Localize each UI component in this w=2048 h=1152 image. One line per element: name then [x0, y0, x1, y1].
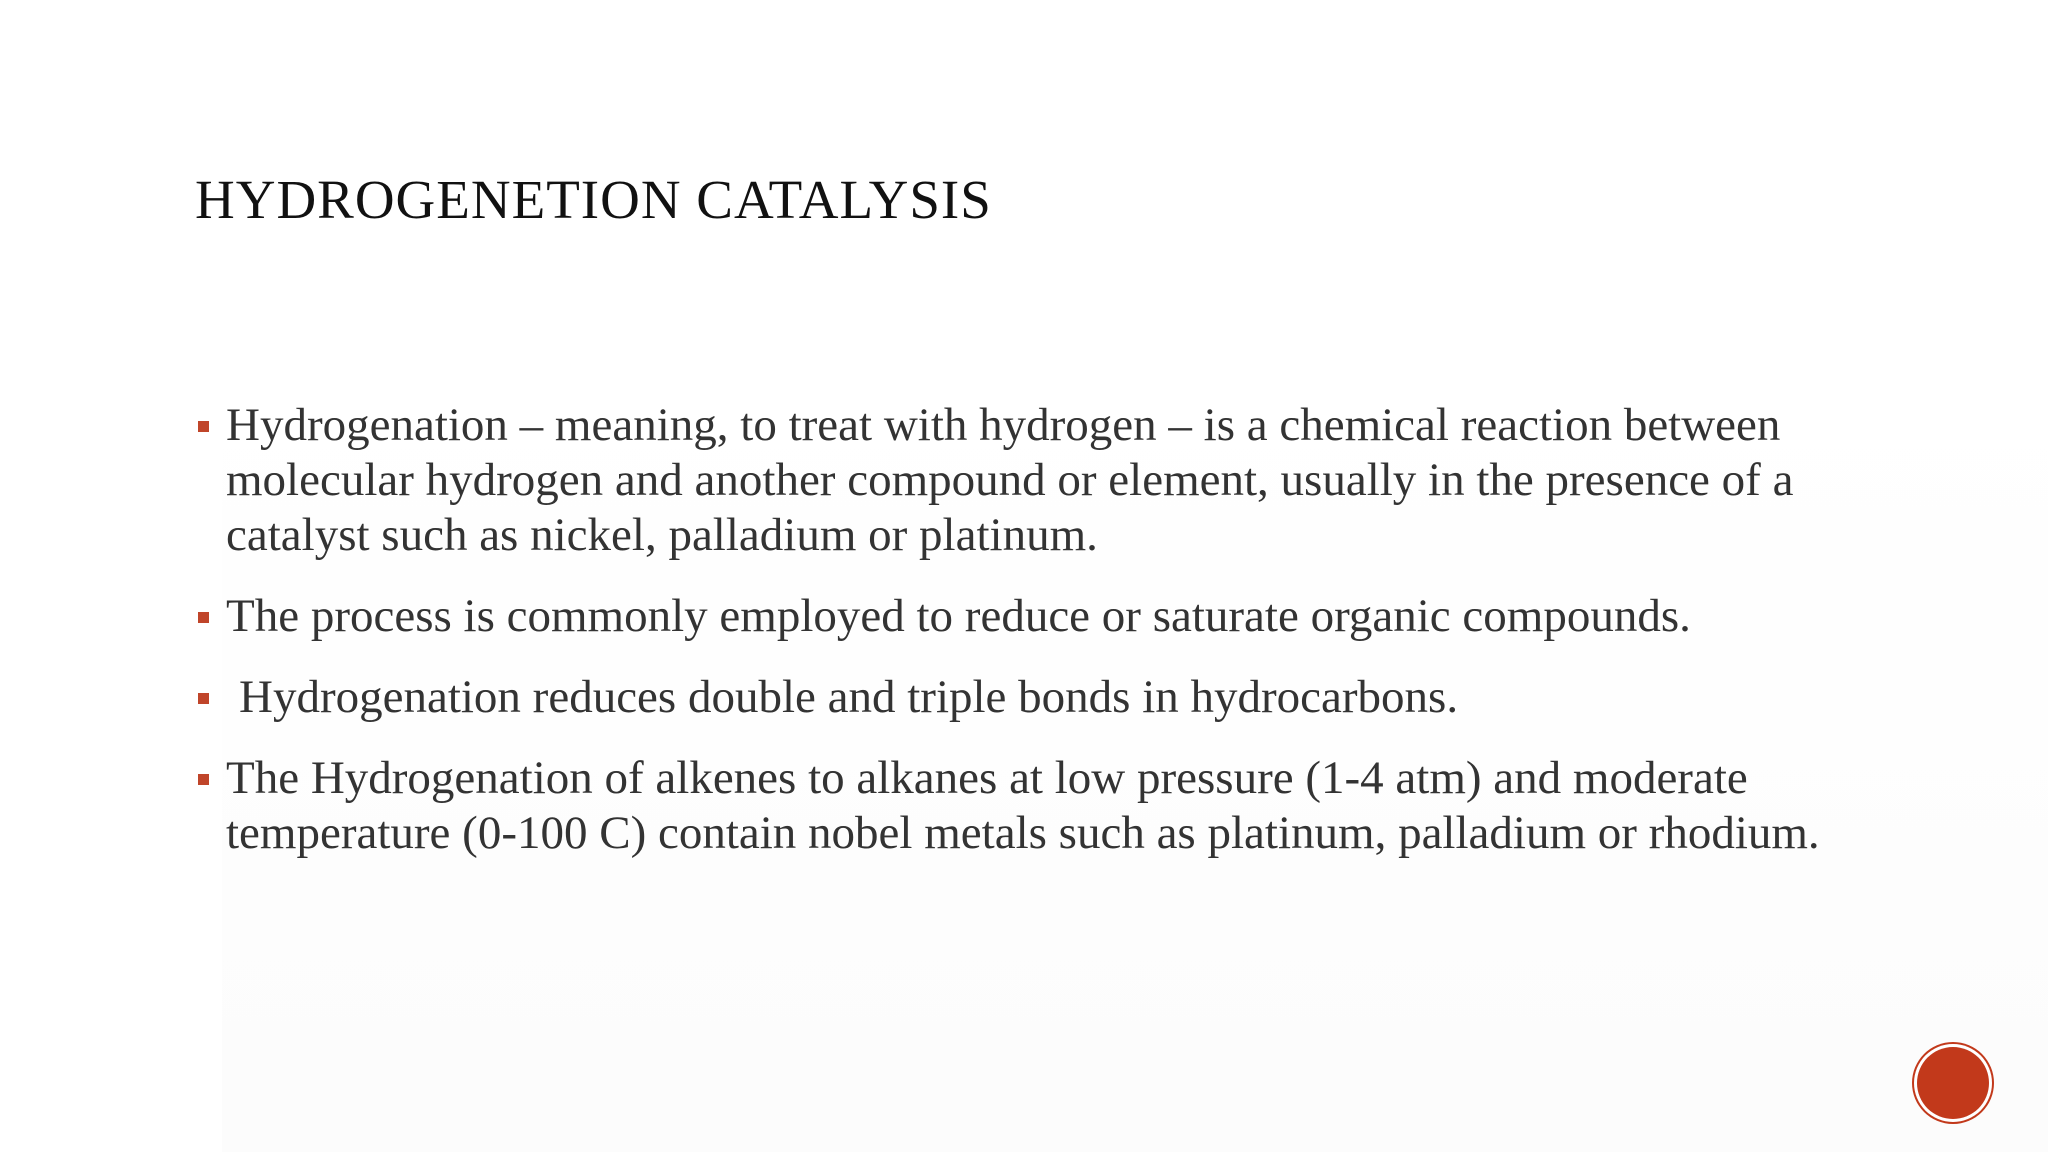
bullet-item	[195, 670, 1855, 725]
bullet-list	[195, 398, 1855, 887]
bullet-text: Hydrogenation reduces double and triple bonds in hydrocarbons.	[239, 671, 1459, 723]
square-bullet-icon	[198, 774, 209, 785]
square-bullet-icon	[198, 693, 209, 704]
square-bullet-icon	[198, 421, 209, 432]
slide-title: HYDROGENETION CATALYSIS	[195, 169, 992, 230]
bullet-item	[195, 589, 1855, 644]
bullet-text: The process is commonly employed to reduce or saturate organic compounds.	[226, 590, 1691, 642]
square-bullet-icon	[198, 612, 209, 623]
bullet-text: The Hydrogenation of alkenes to alkanes at low pressure (1-4 atm) and moderate temperature (0-100 C) contain nobel metals such as platinum, palladium or rhodium.	[226, 752, 1820, 859]
bullet-item	[195, 751, 1855, 861]
bullet-item	[195, 398, 1855, 563]
bullet-text: Hydrogenation – meaning, to treat with hydrogen – is a chemical reaction between molecular hydrogen and another compound or element, usually in the presence of a catalyst such as nickel, palladium or platinum.	[226, 399, 1794, 561]
page-number-badge-icon	[1917, 1047, 1989, 1119]
